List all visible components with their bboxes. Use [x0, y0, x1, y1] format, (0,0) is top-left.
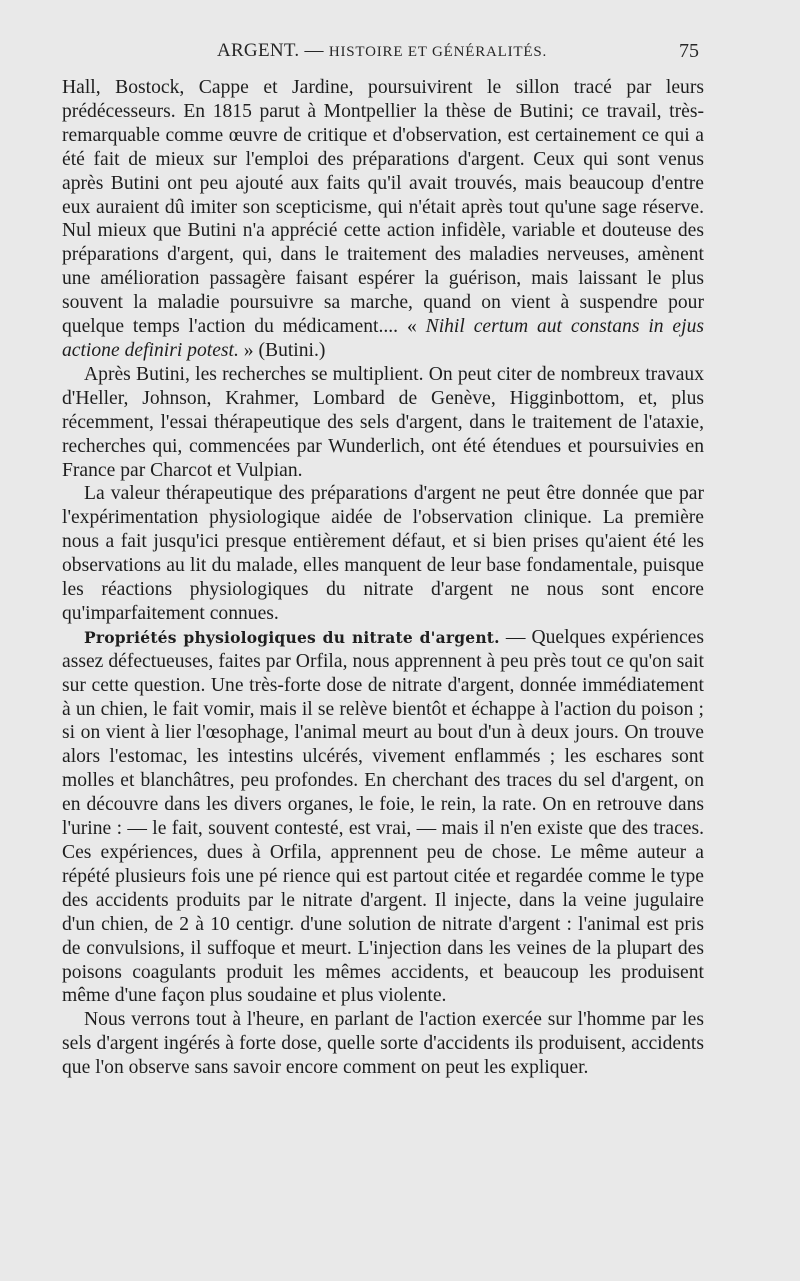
- paragraph-butini-text: Hall, Bostock, Cappe et Jardine, poursuivirent le sillon tracé par leurs prédécesseurs. En 1815 parut à Montpellier la thèse de Butini; ce travail, très-remarquable comme œuvre de critique et d'observation, est certainement ce qui a été fait de mieux sur l'emploi des préparations d'argent. Ceux qui sont venus après Butini ont peu ajouté aux faits qu'il avait trouvés, mais beaucoup d'entre eux auraient dû imiter son scepticisme, qui n'était après tout qu'une sage réserve. Nul mieux que Butini n'a apprécié cette action infidèle, variable et douteuse des préparations d'argent, qui, dans le traitement des maladies nerveuses, amènent une amélioration passagère faisant espérer la guérison, mais laissant le plus souvent la maladie poursuivre sa marche, quand on vient à suspendre pour quelque temps l'action du médicament.... «: [62, 77, 704, 338]
- running-header: [62, 40, 702, 66]
- paragraph-proprietes: [62, 626, 704, 1009]
- section-heading: Propriétés physiologiques du nitrate d'argent.: [84, 627, 500, 647]
- paragraph-valeur-therapeutique: La valeur thérapeutique des préparations d'argent ne peut être donnée que par l'expérimentation physiologique aidée de l'observation clinique. La première nous a fait jusqu'ici presque entièrement défaut, et si bien prises qu'aient été les observations au lit du malade, elles manquent de leur base fondamentale, puisque les réactions physiologiques du nitrate d'argent ne nous sont encore qu'imparfaitement connues.: [62, 483, 704, 624]
- quote-attribution: » (Butini.): [238, 339, 326, 361]
- page-number: 75: [679, 40, 699, 62]
- paragraph-recherches: Après Butini, les recherches se multiplient. On peut citer de nombreux travaux d'Heller, Johnson, Krahmer, Lombard de Genève, Higginbottom, et, plus récemment, l'essai thérapeutique des sels d'argent, dans le traitement de l'ataxie, recherches qui, commencées par Wunderlich, ont été étendues et poursuivies en France par Charcot et Vulpian.: [62, 363, 704, 481]
- paragraph-butini: [62, 76, 704, 363]
- header-title: [62, 40, 702, 62]
- paragraph-proprietes-text: — Quelques expériences assez défectueuses, faites par Orfila, nous apprennent à peu près tout ce qu'on sait sur cette question. Une très-forte dose de nitrate d'argent, donnée immédiatement à un chien, le fait vomir, mais il se relève bientôt et échappe à l'action du poison ; si on vient à lier l'œsophage, l'animal meurt au bout d'un à deux jours. On trouve alors l'estomac, les intestins ulcérés, vivement enflammés ; les eschares sont molles et blanchâtres, peu profondes. En cherchant des traces du sel d'argent, on en découvre dans les divers organes, le foie, le rein, la rate. On en retrouve dans l'urine : — le fait, souvent contesté, est vrai, — mais il n'en existe que des traces. Ces expériences, dues à Orfila, apprennent peu de chose. Le même auteur a répété plusieurs fois une pé rience qui est partout citée et regardée comme le type des accidents produits par le nitrate d'argent. Il injecte, dans la veine jugulaire d'un chien, de 2 à 10 centigr. d'une solution de nitrate d'argent : l'animal est pris de convulsions, il suffoque et meurt. L'injection dans les veines de la plupart des poisons coagulants produit les mêmes accidents, et beaucoup les produisent même d'une façon plus soudaine et plus violente.: [62, 626, 704, 1007]
- paragraph-conclusion: Nous verrons tout à l'heure, en parlant de l'action exercée sur l'homme par les sels d'argent ingérés à forte dose, quelle sorte d'accidents ils produisent, accidents que l'on observe sans savoir encore comment on peut les expliquer.: [62, 1009, 704, 1079]
- header-prefix: ARGENT. —: [216, 40, 329, 61]
- body-text: [62, 76, 704, 1080]
- latin-quote: Nihil certum aut constans in ejus actione definiri potest.: [62, 316, 704, 361]
- header-running-title: HISTOIRE ET GÉNÉRALITÉS.: [328, 44, 548, 60]
